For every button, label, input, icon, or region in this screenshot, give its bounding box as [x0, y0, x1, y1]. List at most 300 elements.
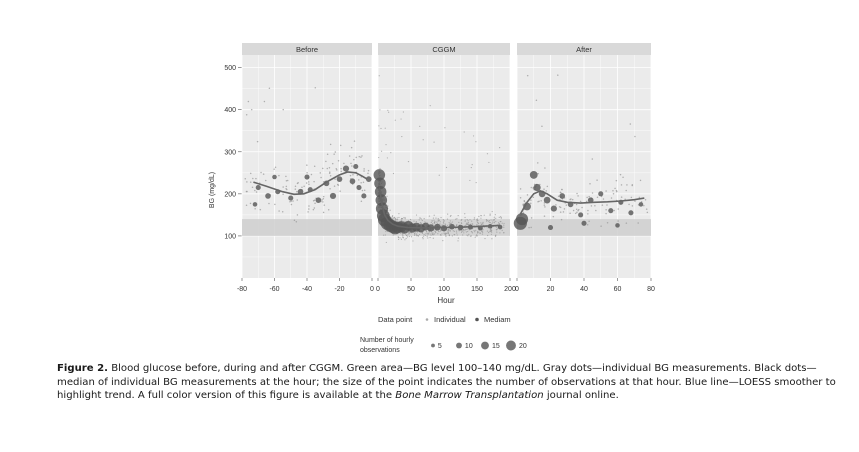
individual-point: [378, 125, 379, 126]
individual-point: [250, 173, 252, 175]
individual-point: [437, 233, 438, 234]
individual-point: [473, 135, 474, 136]
individual-point: [256, 191, 258, 193]
individual-point: [566, 204, 568, 206]
individual-point: [285, 176, 287, 178]
individual-point: [427, 237, 428, 238]
individual-point: [597, 196, 599, 198]
individual-point: [330, 175, 332, 177]
individual-point: [423, 139, 424, 140]
individual-point: [645, 199, 647, 201]
individual-point: [379, 109, 380, 110]
individual-point: [334, 185, 336, 187]
individual-point: [455, 219, 456, 220]
individual-point: [322, 168, 324, 170]
individual-point: [246, 204, 248, 206]
individual-point: [481, 224, 482, 225]
individual-point: [464, 217, 465, 218]
individual-point: [595, 210, 597, 212]
x-tick-label: -40: [301, 286, 313, 293]
individual-point: [363, 182, 365, 184]
median-point: [530, 171, 538, 179]
individual-point: [450, 216, 451, 217]
median-point: [639, 202, 644, 207]
individual-point: [640, 180, 642, 182]
median-point: [578, 212, 583, 217]
individual-point: [438, 231, 439, 232]
individual-point: [630, 123, 632, 125]
y-tick-label: 500: [224, 65, 236, 73]
median-point: [350, 178, 356, 184]
individual-point: [403, 111, 404, 112]
legend-size-label: 5: [437, 343, 442, 350]
individual-point: [418, 235, 419, 236]
individual-point: [454, 234, 455, 235]
y-axis-label: BG (mg/dL): [209, 171, 216, 209]
individual-point: [401, 136, 402, 137]
individual-point: [457, 234, 458, 235]
x-tick-label: 20: [546, 286, 555, 293]
individual-point: [474, 217, 475, 218]
individual-point: [544, 206, 546, 208]
individual-point: [248, 101, 250, 103]
individual-point: [499, 147, 500, 148]
individual-point: [605, 190, 607, 192]
individual-point: [405, 218, 406, 219]
individual-point: [477, 235, 478, 236]
individual-point: [469, 180, 470, 181]
individual-point: [255, 178, 256, 180]
individual-point: [416, 221, 417, 222]
individual-point: [563, 211, 565, 213]
individual-point: [403, 217, 404, 218]
legend-size-title-line2: observations: [360, 347, 400, 354]
individual-point: [441, 225, 442, 226]
individual-point: [433, 141, 434, 142]
individual-point: [388, 112, 389, 113]
individual-point: [561, 189, 563, 191]
individual-point: [467, 219, 468, 220]
individual-point: [438, 218, 439, 219]
individual-point: [442, 240, 443, 241]
individual-point: [643, 205, 645, 207]
individual-point: [424, 234, 425, 235]
individual-point: [273, 168, 275, 170]
individual-point: [458, 238, 459, 239]
individual-point: [634, 136, 636, 138]
individual-point: [404, 239, 405, 240]
median-point: [615, 223, 620, 228]
individual-point: [429, 215, 430, 216]
individual-point: [447, 214, 448, 215]
median-point: [343, 166, 349, 172]
individual-point: [495, 235, 496, 236]
individual-point: [405, 234, 406, 235]
individual-point: [467, 228, 468, 229]
individual-point: [268, 203, 270, 205]
individual-point: [631, 185, 633, 187]
individual-point: [260, 209, 262, 211]
individual-point: [499, 217, 500, 218]
individual-point: [429, 233, 430, 234]
individual-point: [324, 204, 326, 206]
individual-point: [489, 220, 490, 221]
individual-point: [555, 204, 557, 206]
individual-point: [361, 155, 363, 157]
individual-point: [394, 217, 395, 218]
individual-point: [501, 217, 502, 218]
individual-point: [490, 214, 491, 215]
individual-point: [352, 174, 354, 176]
individual-point: [363, 170, 365, 172]
individual-point: [488, 162, 489, 163]
individual-point: [433, 238, 434, 239]
individual-point: [495, 214, 496, 215]
individual-point: [447, 219, 448, 220]
median-point: [608, 208, 613, 213]
individual-point: [465, 221, 466, 222]
individual-point: [558, 196, 560, 198]
individual-point: [477, 232, 478, 233]
individual-point: [617, 220, 619, 222]
individual-point: [363, 168, 365, 170]
individual-point: [588, 220, 590, 222]
x-tick-label: 150: [471, 286, 483, 293]
individual-point: [332, 163, 334, 165]
individual-point: [451, 223, 452, 224]
individual-point: [358, 179, 360, 181]
individual-point: [475, 141, 476, 142]
individual-point: [531, 187, 533, 189]
individual-point: [409, 236, 410, 237]
individual-point: [398, 213, 399, 214]
individual-point: [611, 197, 613, 199]
individual-point: [450, 220, 451, 221]
individual-point: [335, 151, 337, 153]
individual-point: [357, 175, 359, 177]
individual-point: [602, 204, 604, 206]
individual-point: [491, 230, 492, 231]
individual-point: [353, 159, 355, 161]
individual-point: [596, 179, 598, 181]
individual-point: [445, 236, 446, 237]
individual-point: [603, 198, 605, 200]
individual-point: [308, 181, 310, 183]
individual-point: [406, 238, 407, 239]
individual-point: [481, 231, 482, 232]
individual-point: [414, 234, 415, 235]
individual-point: [438, 220, 439, 221]
individual-point: [467, 220, 468, 221]
individual-point: [313, 209, 315, 211]
individual-point: [313, 181, 315, 183]
individual-point: [434, 221, 435, 222]
individual-point: [251, 109, 253, 111]
individual-point: [408, 232, 409, 233]
median-point: [441, 225, 447, 231]
individual-point: [282, 186, 284, 188]
individual-point: [482, 233, 483, 234]
individual-point: [489, 231, 490, 232]
individual-point: [254, 190, 256, 192]
individual-point: [429, 237, 430, 238]
legend: [360, 315, 527, 354]
individual-point: [480, 222, 481, 223]
individual-point: [605, 209, 607, 211]
individual-point: [520, 197, 522, 199]
individual-point: [278, 175, 280, 177]
individual-point: [594, 205, 596, 207]
individual-point: [367, 173, 369, 175]
individual-point: [631, 197, 633, 199]
median-point: [548, 225, 553, 230]
individual-point: [413, 221, 414, 222]
individual-point: [530, 199, 532, 201]
median-point: [330, 193, 336, 199]
individual-point: [338, 184, 340, 186]
individual-point: [541, 126, 543, 128]
individual-point: [492, 211, 493, 212]
individual-point: [361, 200, 363, 202]
individual-point: [589, 183, 591, 185]
individual-point: [531, 217, 533, 219]
individual-point: [295, 186, 297, 188]
individual-point: [269, 88, 271, 90]
individual-point: [458, 230, 459, 231]
individual-point: [416, 235, 417, 236]
individual-point: [591, 205, 593, 207]
individual-point: [577, 195, 579, 197]
x-tick-label: -60: [269, 286, 280, 293]
individual-point: [462, 234, 463, 235]
individual-point: [447, 225, 448, 226]
individual-point: [475, 230, 476, 231]
individual-point: [282, 109, 284, 111]
individual-point: [419, 219, 420, 220]
facet-panels: [224, 43, 655, 293]
individual-point: [495, 221, 496, 222]
individual-point: [339, 190, 341, 192]
individual-point: [314, 207, 316, 209]
caption-text-end: journal online.: [543, 390, 619, 402]
individual-point: [296, 221, 298, 223]
individual-point: [440, 230, 441, 231]
individual-point: [524, 200, 526, 202]
individual-point: [424, 221, 425, 222]
individual-point: [381, 151, 382, 152]
individual-point: [466, 224, 467, 225]
individual-point: [393, 234, 394, 235]
individual-point: [626, 222, 628, 224]
median-point: [581, 221, 586, 226]
individual-point: [487, 230, 488, 231]
individual-point: [475, 237, 476, 238]
individual-point: [427, 236, 428, 237]
individual-point: [544, 167, 546, 169]
legend-size-label: 15: [491, 343, 500, 350]
individual-point: [491, 234, 492, 235]
individual-point: [308, 205, 310, 207]
individual-point: [450, 231, 451, 232]
individual-point: [322, 201, 324, 203]
individual-point: [580, 201, 582, 203]
median-point: [559, 193, 565, 199]
individual-point: [499, 232, 500, 233]
individual-point: [502, 230, 503, 231]
individual-point: [628, 204, 630, 206]
individual-point: [341, 171, 343, 173]
individual-point: [433, 218, 434, 219]
individual-point: [297, 214, 299, 216]
individual-point: [264, 101, 266, 103]
individual-point: [386, 242, 387, 243]
individual-point: [301, 187, 303, 189]
individual-point: [306, 172, 308, 174]
individual-point: [446, 167, 447, 168]
individual-point: [378, 157, 379, 158]
median-point: [353, 164, 358, 169]
individual-point: [383, 235, 384, 236]
individual-point: [527, 194, 529, 196]
individual-point: [573, 210, 575, 212]
individual-point: [490, 222, 491, 223]
individual-point: [294, 220, 296, 222]
individual-point: [432, 234, 433, 235]
individual-point: [632, 205, 634, 207]
individual-point: [436, 222, 437, 223]
individual-point: [297, 183, 299, 185]
individual-point: [533, 197, 535, 199]
individual-point: [586, 197, 588, 199]
individual-point: [576, 209, 578, 211]
individual-point: [600, 225, 602, 227]
individual-point: [291, 204, 293, 206]
individual-point: [440, 221, 441, 222]
individual-point: [327, 154, 329, 156]
individual-point: [449, 234, 450, 235]
individual-point: [537, 162, 539, 164]
individual-point: [646, 208, 648, 210]
median-point: [337, 176, 343, 182]
y-tick-label: 300: [224, 149, 236, 157]
individual-point: [314, 166, 316, 168]
individual-point: [252, 178, 254, 180]
individual-point: [333, 153, 335, 155]
individual-point: [479, 233, 480, 234]
individual-point: [296, 199, 298, 201]
individual-point: [431, 222, 432, 223]
individual-point: [464, 225, 465, 226]
individual-point: [398, 237, 399, 238]
target-range-band: [242, 219, 372, 236]
individual-point: [622, 177, 624, 179]
individual-point: [416, 233, 417, 234]
individual-point: [647, 212, 649, 214]
individual-point: [246, 191, 248, 193]
individual-point: [476, 235, 477, 236]
x-tick-label: 60: [613, 286, 622, 293]
individual-point: [325, 161, 327, 163]
panel-before: [237, 43, 374, 293]
individual-point: [581, 207, 583, 209]
individual-point: [503, 232, 504, 233]
individual-point: [328, 209, 330, 211]
individual-point: [260, 172, 262, 174]
individual-point: [488, 232, 489, 233]
individual-point: [487, 235, 488, 236]
individual-point: [637, 222, 639, 224]
x-tick-label: 0: [515, 286, 519, 293]
median-point: [316, 197, 322, 203]
individual-point: [530, 227, 532, 229]
individual-point: [338, 160, 340, 162]
individual-point: [621, 196, 623, 198]
individual-point: [320, 177, 322, 179]
individual-point: [503, 223, 504, 224]
individual-point: [613, 193, 615, 195]
individual-point: [606, 204, 608, 206]
individual-point: [402, 234, 403, 235]
individual-point: [557, 74, 559, 76]
panel-cggm: [374, 43, 516, 293]
individual-point: [411, 236, 412, 237]
panel-title: CGGM: [432, 45, 456, 54]
individual-point: [477, 231, 478, 232]
median-point: [598, 191, 603, 196]
individual-point: [416, 214, 417, 215]
individual-point: [364, 189, 366, 191]
individual-point: [461, 232, 462, 233]
individual-point: [559, 206, 561, 208]
individual-point: [406, 235, 407, 236]
individual-point: [477, 222, 478, 223]
individual-point: [544, 215, 546, 217]
individual-point: [453, 230, 454, 231]
individual-point: [487, 153, 488, 154]
individual-point: [445, 234, 446, 235]
individual-point: [469, 219, 470, 220]
individual-point: [307, 211, 309, 213]
individual-point: [471, 235, 472, 236]
individual-point: [329, 188, 331, 190]
individual-point: [467, 231, 468, 232]
individual-point: [313, 200, 315, 202]
x-tick-label: -80: [236, 286, 248, 293]
individual-point: [275, 167, 277, 169]
individual-point: [335, 168, 337, 170]
individual-point: [478, 231, 479, 232]
individual-point: [486, 219, 487, 220]
individual-point: [617, 208, 619, 210]
individual-point: [430, 234, 431, 235]
individual-point: [385, 234, 386, 235]
individual-point: [530, 203, 532, 205]
individual-point: [448, 230, 449, 231]
median-point: [544, 197, 551, 204]
y-tick-label: 100: [224, 233, 236, 241]
individual-point: [476, 224, 477, 225]
individual-point: [401, 218, 402, 219]
individual-point: [465, 229, 466, 230]
individual-point: [482, 229, 483, 230]
individual-point: [250, 181, 252, 183]
individual-point: [360, 182, 362, 184]
individual-point: [387, 157, 388, 158]
individual-point: [250, 203, 252, 205]
individual-point: [493, 219, 494, 220]
individual-point: [435, 231, 436, 232]
individual-point: [315, 87, 317, 89]
